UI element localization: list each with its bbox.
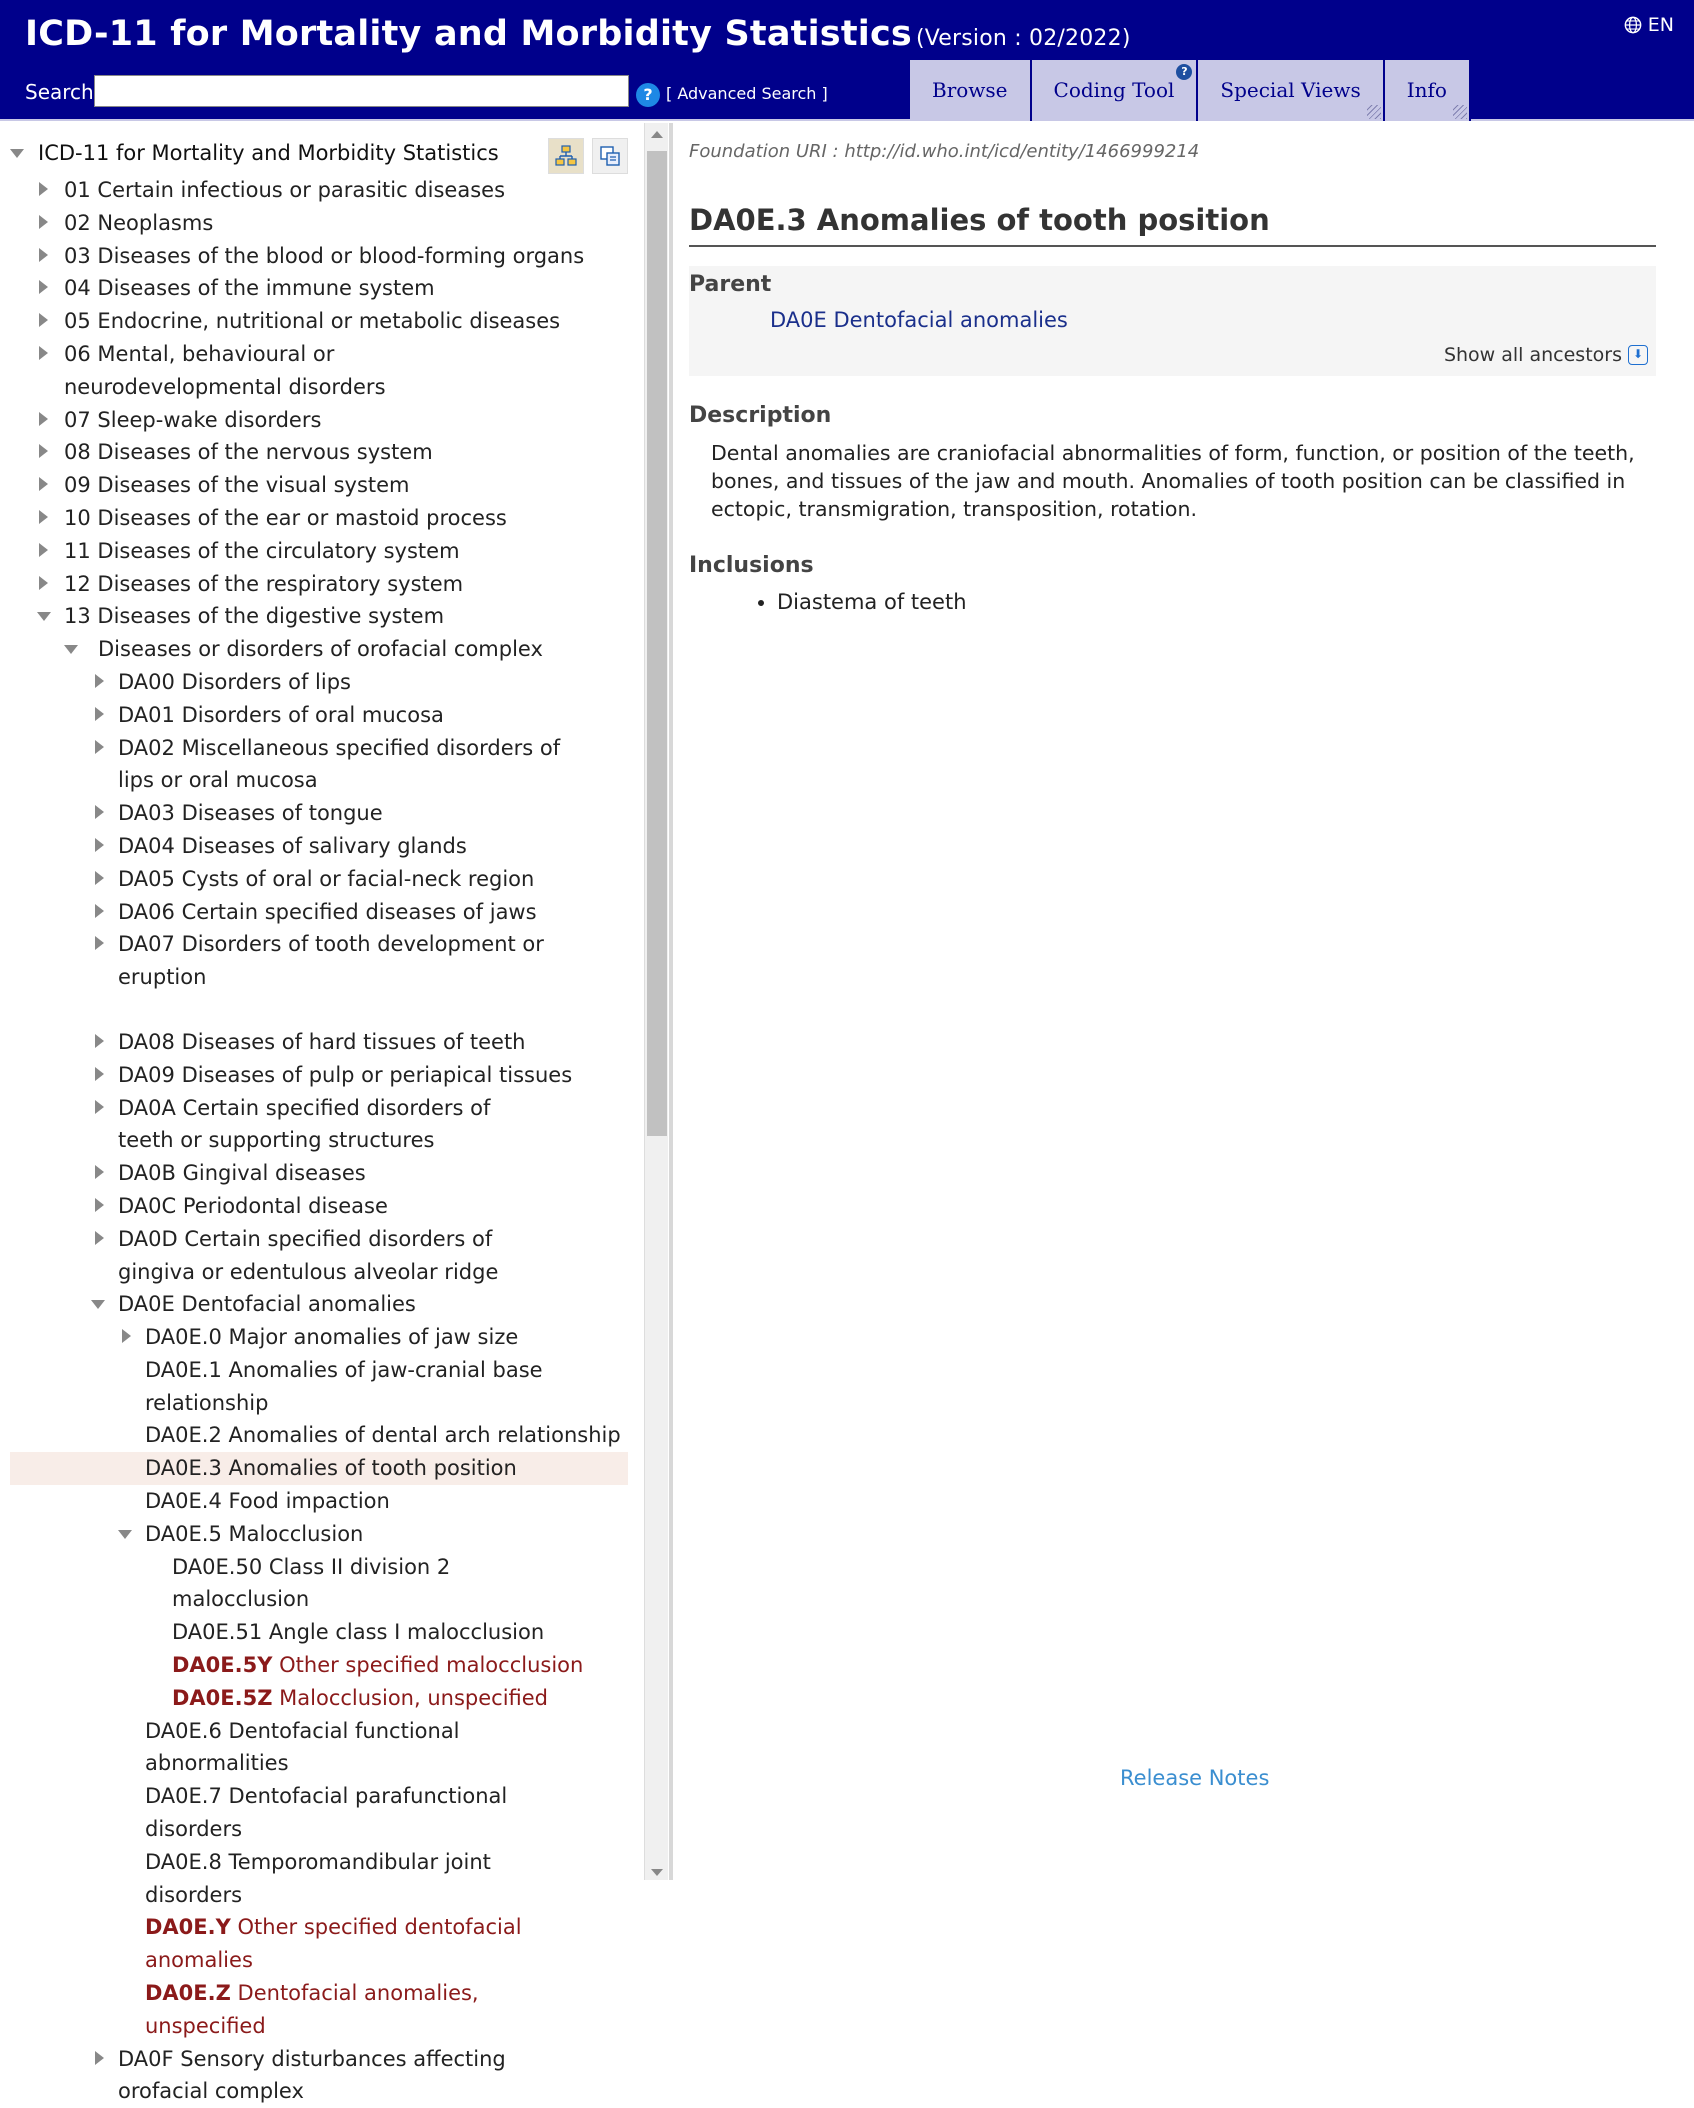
node-code: DA08 (118, 1029, 175, 1054)
collapsed-arrow-icon[interactable] (37, 436, 51, 468)
tree-node[interactable] (0, 1485, 630, 1518)
tree-node[interactable] (0, 1092, 630, 1158)
expanded-arrow-icon[interactable] (64, 633, 78, 665)
collapsed-arrow-icon[interactable] (37, 272, 51, 304)
collapsed-arrow-icon[interactable] (93, 1190, 107, 1222)
tab-coding-tool-label: Coding Tool (1053, 78, 1175, 102)
tree-node[interactable] (0, 1780, 630, 1846)
node-label: Other specified malocclusion (279, 1653, 584, 1678)
node-label: Angle class I malocclusion (268, 1620, 545, 1645)
node-code: 02 (64, 210, 91, 235)
tree-node[interactable] (0, 1715, 630, 1781)
entity-title: DA0E.3 Anomalies of tooth position (689, 203, 1656, 247)
show-ancestors-button[interactable] (1444, 344, 1648, 366)
collapsed-arrow-icon[interactable] (93, 699, 107, 731)
tab-coding-tool[interactable] (1032, 60, 1199, 121)
tree-root[interactable] (10, 141, 499, 165)
node-code: DA0E.4 (145, 1489, 222, 1514)
node-code: DA0E.7 (145, 1784, 222, 1809)
collapsed-arrow-icon[interactable] (37, 535, 51, 567)
node-label: Diseases of the respiratory system (97, 571, 464, 596)
collapsed-arrow-icon[interactable] (37, 502, 51, 534)
tree-node[interactable] (0, 896, 630, 929)
collapsed-arrow-icon[interactable] (93, 797, 107, 829)
node-code: DA03 (118, 801, 175, 826)
hierarchy-view-button[interactable] (548, 138, 584, 174)
parent-section (689, 266, 1656, 376)
node-label: Dentofacial functional abnormalities (145, 1718, 460, 1776)
tree-node-residual[interactable] (0, 1682, 630, 1715)
node-code: DA0E.0 (145, 1325, 222, 1350)
tree-node[interactable] (0, 1551, 630, 1617)
node-code: 13 (64, 604, 91, 629)
tree-tools (548, 138, 628, 174)
tab-browse-label: Browse (932, 78, 1008, 102)
tree-node[interactable] (0, 568, 630, 601)
node-code: DA0E.5Y (172, 1653, 273, 1678)
node-label: Diseases of salivary glands (181, 833, 467, 858)
collapsed-arrow-icon[interactable] (120, 1321, 134, 1353)
expand-down-icon: ⬇ (1628, 345, 1648, 365)
collapsed-arrow-icon[interactable] (93, 1223, 107, 1255)
coding-tool-help-icon[interactable]: ? (1176, 64, 1192, 80)
node-label: Anomalies of jaw-cranial base relationship (145, 1357, 543, 1415)
node-label: Diseases of the circulatory system (97, 538, 460, 563)
node-code: 11 (64, 538, 91, 563)
tree-node[interactable] (0, 600, 630, 633)
node-label: Certain specified disorders of teeth or supporting structures (118, 1095, 491, 1153)
tree-node[interactable] (0, 502, 630, 535)
node-label: Class II division 2 malocclusion (172, 1554, 451, 1612)
collapsed-arrow-icon[interactable] (93, 863, 107, 895)
search-input[interactable] (94, 75, 629, 107)
tree-node-selected[interactable] (10, 1452, 628, 1485)
tree-node[interactable] (0, 797, 630, 830)
node-label: Certain specified disorders of gingiva or edentulous alveolar ridge (118, 1226, 499, 1284)
node-code: DA06 (118, 899, 175, 924)
node-label: Anomalies of dental arch relationship (228, 1423, 621, 1448)
node-code: 05 (64, 309, 91, 334)
tab-special-views[interactable] (1198, 60, 1384, 121)
collapsed-arrow-icon[interactable] (37, 338, 51, 370)
foundation-uri: Foundation URI : http://id.who.int/icd/entity/1466999214 (689, 141, 1200, 162)
inclusion-item: • Diastema of teeth (777, 590, 967, 614)
collapsed-arrow-icon[interactable] (37, 404, 51, 436)
tree-node[interactable] (0, 1354, 630, 1420)
collapsed-arrow-icon[interactable] (37, 469, 51, 501)
show-ancestors-label: Show all ancestors (1443, 344, 1622, 366)
node-label: Diseases of the immune system (97, 276, 435, 301)
node-label: Certain infectious or parasitic diseases (97, 178, 506, 202)
app-version: (Version : 02/2022) (915, 26, 1131, 51)
node-code: 08 (64, 440, 91, 465)
node-label: Mental, behavioural or neurodevelopmental disorders (64, 341, 386, 399)
node-label: Diseases of hard tissues of teeth (181, 1029, 526, 1054)
classification-tree (0, 123, 644, 2104)
resize-corner-icon (1453, 105, 1467, 119)
node-label: Diseases of the ear or mastoid process (97, 505, 507, 530)
collapsed-arrow-icon[interactable] (93, 1092, 107, 1124)
tree-node[interactable] (0, 633, 630, 666)
node-label: Diseases of the visual system (97, 473, 410, 498)
tree-node[interactable] (0, 1223, 630, 1289)
node-code: 10 (64, 505, 91, 530)
node-label: Neoplasms (97, 210, 214, 235)
node-code: 09 (64, 473, 91, 498)
node-code: DA01 (118, 702, 175, 727)
release-notes-link[interactable]: Release Notes (1120, 1766, 1270, 1790)
inclusions-heading: Inclusions (689, 553, 814, 578)
collapsed-arrow-icon[interactable] (93, 896, 107, 928)
node-code: 06 (64, 341, 91, 366)
inclusions-list (777, 590, 967, 614)
tree-node[interactable] (0, 1157, 630, 1190)
tree-node[interactable] (0, 469, 630, 502)
tab-info[interactable] (1385, 60, 1471, 121)
tree-list (0, 174, 630, 2108)
tree-node[interactable] (0, 1321, 630, 1354)
tree-node[interactable] (0, 1190, 630, 1223)
tree-node[interactable] (0, 436, 630, 469)
node-label: Malocclusion, unspecified (279, 1685, 549, 1710)
search-label: Search (25, 80, 94, 104)
tree-node[interactable] (0, 404, 630, 437)
app-title (25, 14, 1131, 54)
expanded-arrow-icon[interactable] (91, 1288, 105, 1320)
tree-root-label: ICD-11 for Mortality and Morbidity Statistics (38, 141, 499, 165)
tree-node[interactable] (0, 1419, 630, 1452)
node-label: Sleep-wake disorders (97, 407, 322, 432)
node-code: DA0F (118, 2046, 174, 2071)
tree-node[interactable] (0, 240, 630, 273)
tree-node[interactable] (0, 207, 630, 240)
language-code: EN (1647, 14, 1674, 36)
node-code: DA0E.8 (145, 1849, 222, 1874)
main-tabs (910, 60, 1471, 121)
node-label: Diseases of the digestive system (97, 604, 445, 629)
parent-heading: Parent (689, 272, 772, 297)
node-code: DA04 (118, 833, 175, 858)
node-code: DA0E.3 (145, 1456, 222, 1481)
app-title-text: ICD-11 for Mortality and Morbidity Statistics (25, 14, 912, 54)
node-code: 12 (64, 571, 91, 596)
node-label: Sensory disturbances affecting orofacial complex (118, 2046, 506, 2104)
tree-node[interactable] (0, 1059, 630, 1092)
collapsed-arrow-icon[interactable] (93, 2043, 107, 2075)
node-label: Diseases of tongue (181, 801, 383, 826)
tree-node[interactable] (0, 732, 630, 798)
tree-node[interactable] (0, 928, 630, 994)
node-code: 03 (64, 243, 91, 268)
collapsed-arrow-icon[interactable] (93, 732, 107, 764)
tree-node[interactable] (0, 1288, 630, 1321)
collapsed-arrow-icon[interactable] (93, 666, 107, 698)
node-code: DA09 (118, 1062, 175, 1087)
node-label: Periodontal disease (182, 1193, 388, 1218)
node-code: 01 (64, 178, 91, 202)
node-label: Gingival diseases (182, 1161, 366, 1186)
node-code: DA00 (118, 669, 175, 694)
collapsed-arrow-icon[interactable] (93, 928, 107, 960)
node-label: Certain specified diseases of jaws (181, 899, 537, 924)
node-code: DA05 (118, 866, 175, 891)
tree-node[interactable] (0, 2043, 630, 2108)
tree-node[interactable] (0, 699, 630, 732)
node-code: DA0E.5Z (172, 1685, 273, 1710)
collapsed-arrow-icon[interactable] (37, 568, 51, 600)
node-label: Diseases or disorders of orofacial complex (98, 637, 543, 662)
node-code: DA0C (118, 1193, 177, 1218)
node-code: DA0E.1 (145, 1357, 222, 1382)
copy-icon (598, 144, 622, 168)
node-label: Other specified dentofacial anomalies (145, 1915, 522, 1973)
node-label: Anomalies of tooth position (228, 1456, 517, 1481)
top-header (0, 0, 1694, 121)
advanced-search-link[interactable]: [ Advanced Search ] (666, 84, 828, 103)
node-label: Diseases of pulp or periapical tissues (181, 1062, 573, 1087)
node-label: Disorders of lips (181, 669, 351, 694)
collapsed-arrow-icon[interactable] (37, 207, 51, 239)
node-label: Dentofacial anomalies, unspecified (145, 1981, 479, 2038)
tree-node-residual[interactable] (0, 1649, 630, 1682)
node-label: Miscellaneous specified disorders of lips or oral mucosa (118, 735, 561, 793)
scroll-up-icon[interactable] (651, 131, 663, 138)
tree-scrollbar[interactable] (644, 123, 668, 1880)
language-selector[interactable] (1624, 14, 1674, 36)
node-code: DA0E (118, 1292, 175, 1317)
tree-node[interactable] (0, 1616, 630, 1649)
resize-corner-icon (1367, 105, 1381, 119)
tree-node[interactable] (0, 174, 630, 207)
node-code: DA0E.51 (172, 1620, 263, 1645)
tree-node-residual[interactable] (0, 1911, 630, 1977)
tree-node[interactable] (0, 1518, 630, 1551)
node-code: 07 (64, 407, 91, 432)
node-label: Temporomandibular joint disorders (145, 1849, 491, 1907)
tree-node[interactable] (0, 338, 630, 404)
node-label: Disorders of oral mucosa (181, 702, 444, 727)
expanded-arrow-icon[interactable] (10, 149, 24, 158)
description-heading: Description (689, 403, 832, 428)
node-label: Malocclusion (228, 1521, 364, 1546)
tab-special-views-label: Special Views (1220, 78, 1361, 102)
tree-node[interactable] (0, 830, 630, 863)
node-code: DA07 (118, 932, 175, 957)
tree-node-residual[interactable] (0, 1977, 630, 2043)
node-code: DA02 (118, 735, 175, 760)
collapsed-arrow-icon[interactable] (93, 1026, 107, 1058)
node-code: DA0E.6 (145, 1718, 222, 1743)
node-label: Dentofacial parafunctional disorders (145, 1784, 508, 1842)
collapsed-arrow-icon[interactable] (37, 240, 51, 272)
tree-spacer (0, 994, 630, 1026)
tree-node[interactable] (0, 666, 630, 699)
tree-node[interactable] (0, 305, 630, 338)
tree-node[interactable] (0, 863, 630, 896)
collapsed-arrow-icon[interactable] (37, 174, 51, 206)
node-label: Diseases of the blood or blood-forming organs (97, 243, 585, 268)
node-label: Endocrine, nutritional or metabolic diseases (97, 309, 561, 334)
tab-browse[interactable] (910, 60, 1032, 121)
node-code: DA0E.Y (145, 1915, 231, 1940)
collapsed-arrow-icon[interactable] (37, 305, 51, 337)
parent-link[interactable]: DA0E Dentofacial anomalies (770, 308, 1068, 332)
collapsed-arrow-icon[interactable] (93, 1157, 107, 1189)
collapsed-arrow-icon[interactable] (93, 1059, 107, 1091)
node-code: DA0E.2 (145, 1423, 222, 1448)
tab-info-label: Info (1406, 78, 1447, 102)
node-code: DA0B (118, 1161, 176, 1186)
node-label: Food impaction (228, 1489, 390, 1514)
collapsed-arrow-icon[interactable] (93, 830, 107, 862)
node-code: DA0E.50 (172, 1554, 263, 1579)
description-text: Dental anomalies are craniofacial abnormalities of form, function, or position of the teeth, bones, and tissues of the jaw and mouth. Anomalies of tooth position can be classified in ectopic, transmigration, transposition, rotation. (711, 441, 1635, 521)
globe-icon (1624, 16, 1642, 34)
expanded-arrow-icon[interactable] (37, 600, 51, 632)
hierarchy-icon (554, 144, 578, 168)
scroll-down-icon[interactable] (651, 1869, 663, 1876)
node-code: DA0D (118, 1226, 178, 1251)
node-code: DA0E.Z (145, 1981, 231, 2006)
expanded-arrow-icon[interactable] (118, 1518, 132, 1550)
node-label: Diseases of the nervous system (97, 440, 433, 465)
node-code: DA0E.5 (145, 1521, 222, 1546)
tree-node[interactable] (0, 1026, 630, 1059)
scroll-thumb[interactable] (647, 151, 667, 1136)
node-code: DA0A (118, 1095, 176, 1120)
node-label: Cysts of oral or facial-neck region (181, 866, 535, 891)
node-label: Disorders of tooth development or eruption (118, 932, 544, 990)
node-code: 04 (64, 276, 91, 301)
node-label: Dentofacial anomalies (181, 1292, 416, 1317)
tree-node[interactable] (0, 272, 630, 305)
tree-node[interactable] (0, 535, 630, 568)
node-label: Major anomalies of jaw size (228, 1325, 519, 1350)
copy-view-button[interactable] (592, 138, 628, 174)
help-icon[interactable]: ? (636, 83, 660, 107)
tree-node[interactable] (0, 1846, 630, 1912)
pane-splitter[interactable] (669, 123, 673, 1880)
